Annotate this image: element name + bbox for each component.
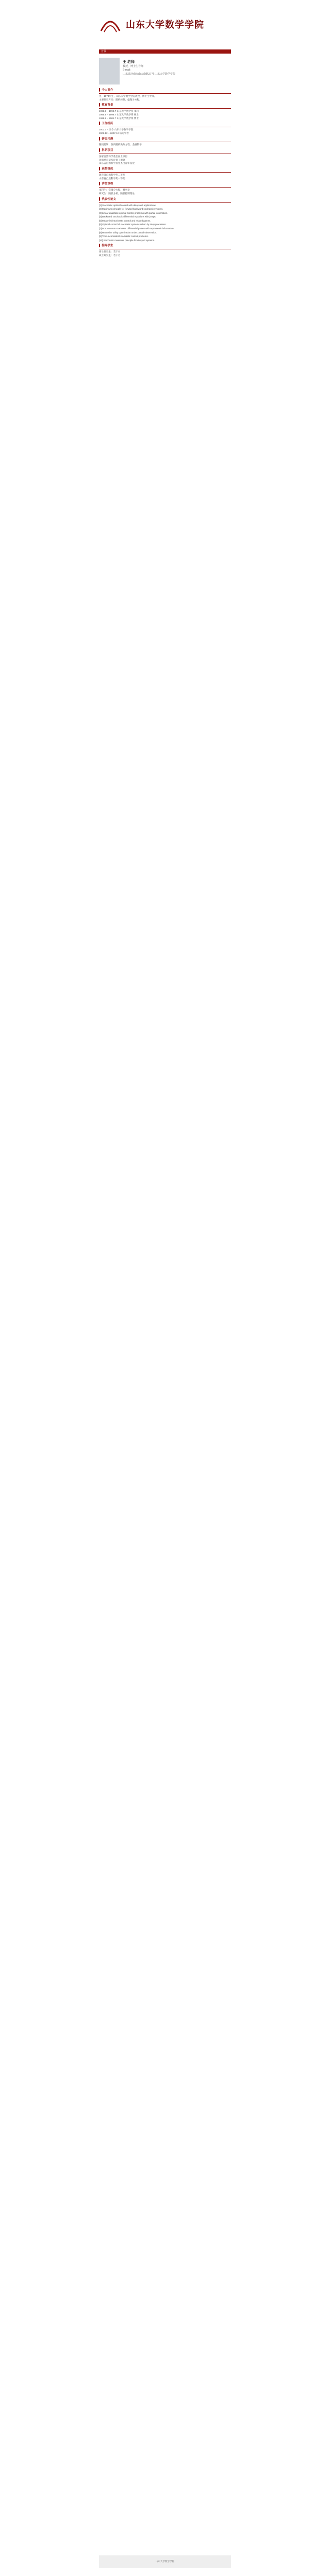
section-line: 2006.12 – 2007.12 访问学者 [99,131,129,134]
section-line: 山东省自然科学奖一等奖 [99,177,125,180]
profile-title: 教授，博士生导师 [123,65,144,69]
publication-item: [8] Recursive utility optimization under partial observation. [99,231,157,234]
section-line: 主要研究方向：随机控制、偏微分方程。 [99,98,142,101]
publications-section [99,198,231,242]
section-2 [99,122,231,135]
nav-item-home[interactable]: 首页 [101,50,107,53]
section-heading: ▌ 获奖情况 [99,167,231,173]
section-heading: ▌ 教育背景 [99,104,231,109]
student-line: 博士研究生：若干名 [99,250,121,253]
section-1 [99,104,231,120]
section-line: 1991.9 – 1995.7 山东大学数学系 本科 [99,110,139,113]
publication-item: [1] Stochastic optimal control with delay and applications. [99,204,157,207]
section-line: 2001.7 – 至今 山东大学数学学院 [99,128,134,131]
publication-item: [6] Optimal control of stochastic systems driven by Lévy processes. [99,223,167,226]
publication-item: [9] Time-inconsistent stochastic control problems. [99,235,148,238]
section-line: 1995.9 – 1998.7 山东大学数学系 硕士 [99,113,139,116]
section-heading: ▌ 研究兴趣 [99,138,231,143]
publication-item: [2] Maximum principle for forward-backward stochastic systems. [99,208,163,211]
section-line: 本科生：常微分方程、概率论 [99,189,130,192]
publication-item: [10] Stochastic maximum principle for delayed systems. [99,239,155,242]
sections-container [99,89,231,196]
students-list [99,250,231,257]
publication-item: [3] Linear-quadratic optimal control problems with partial information. [99,211,168,214]
section-6 [99,182,231,195]
university-emblem-icon [99,15,122,36]
profile-name: 王 老师 [123,60,135,64]
main-content [99,58,231,257]
section-line: 国家自然科学基金面上项目 [99,155,128,158]
top-nav-bar [99,49,231,54]
section-heading: ▌ 工作经历 [99,122,231,127]
section-heading: ▌ 科研项目 [99,149,231,154]
section-line: 教育部自然科学奖二等奖 [99,174,125,177]
section-heading: ▌ 个人简介 [99,89,231,94]
publications-heading: ▌ 代表性论文 [99,198,231,203]
profile-info [123,60,231,76]
students-heading: ▌ 指导学生 [99,244,231,249]
publication-item: [4] Backward stochastic differential equations with jumps. [99,215,156,218]
profile-email: E-mail: [123,69,131,72]
section-4 [99,149,231,165]
section-line: 随机控制、倒向随机微分方程、金融数学 [99,143,142,146]
section-line: 山东省自然科学基金杰出青年基金 [99,162,135,165]
publication-item: [7] Nonzero-sum stochastic differential games with asymmetric information. [99,227,174,230]
publication-list [99,204,231,242]
page-footer: 山东大学数学学院 [99,2555,231,2568]
students-section [99,244,231,257]
profile-address: 山东省济南市山大南路27号 山东大学数学学院 [123,72,175,76]
section-line: 国家重点研发计划子课题 [99,158,125,161]
site-logo-text: 山东大学数学学院 [126,20,204,30]
section-line: 男，1973年生，山东大学数学学院教授、博士生导师。 [99,94,157,97]
section-line: 研究生：随机分析、随机控制理论 [99,192,135,195]
section-heading: ▌ 讲授课程 [99,182,231,188]
profile-photo [99,58,120,84]
publication-item: [5] Mean-field stochastic control and related games. [99,219,151,222]
section-line: 1998.9 – 2001.7 山东大学数学系 博士 [99,116,139,120]
site-header [0,0,330,54]
section-5 [99,167,231,180]
profile-card [99,58,231,87]
student-line: 硕士研究生：若干名 [99,253,121,257]
site-logo[interactable] [99,15,233,36]
section-0 [99,89,231,101]
section-3 [99,138,231,147]
